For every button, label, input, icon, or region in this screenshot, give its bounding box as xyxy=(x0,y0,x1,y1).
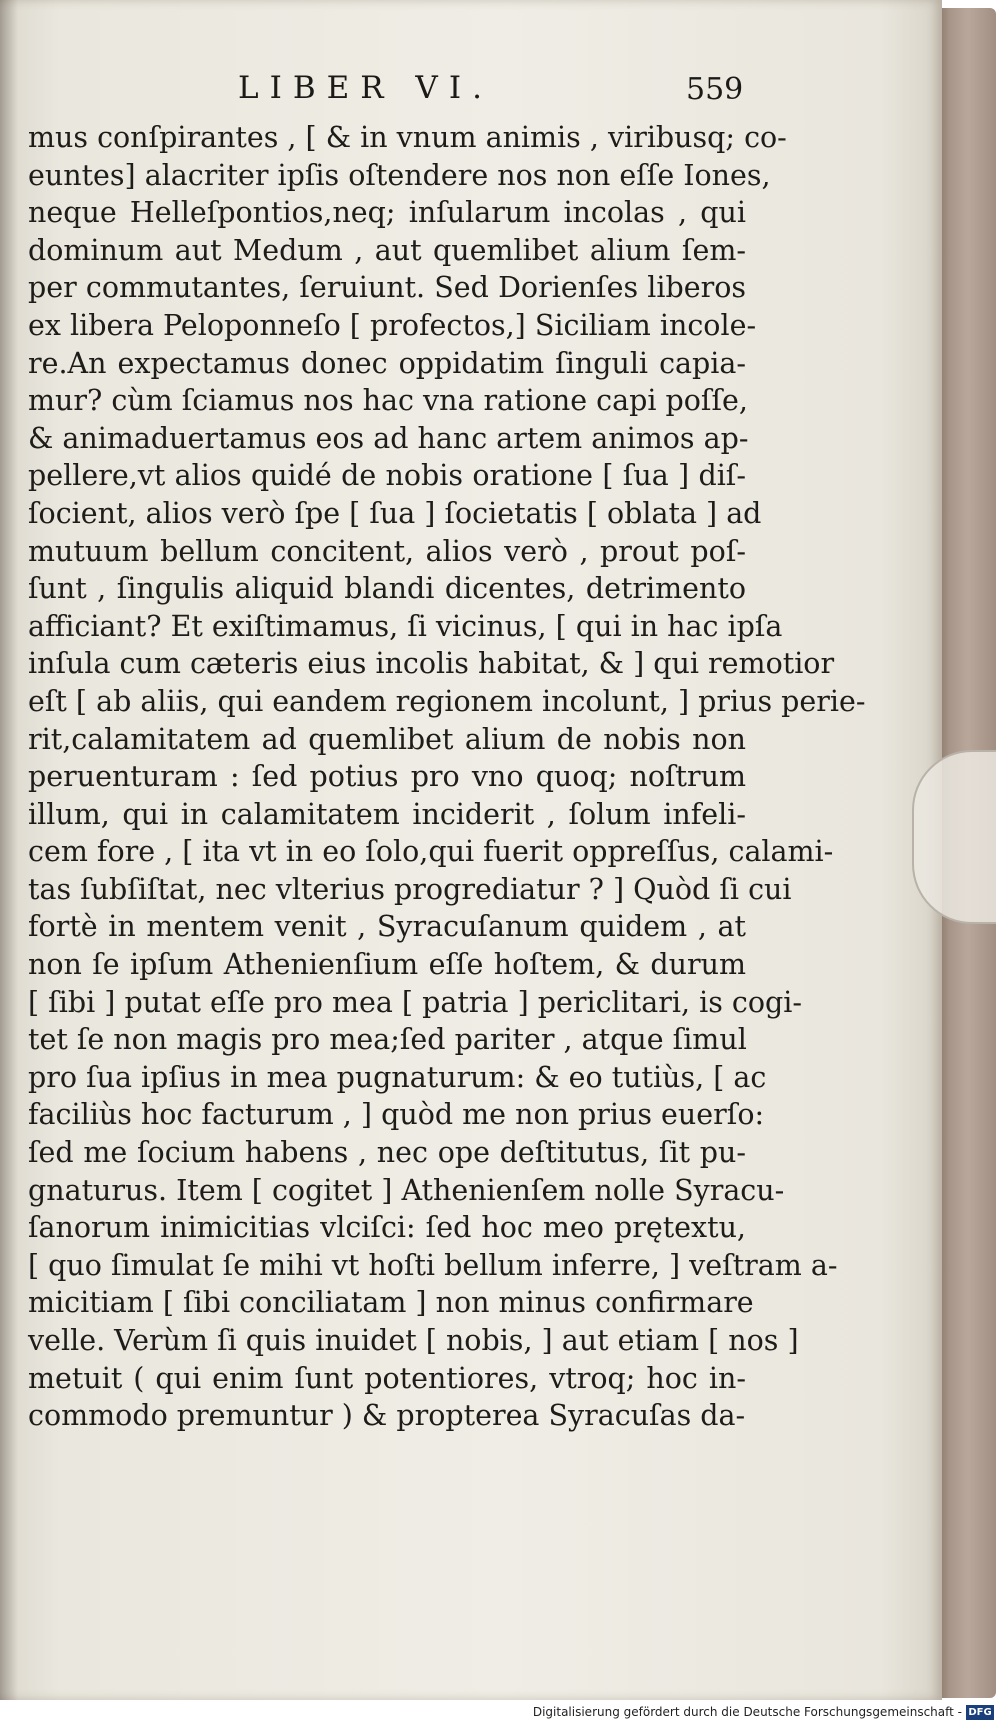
text-line: velle. Verùm ſi quis inuidet [ nobis, ] aut etiam [ nos ] xyxy=(28,1324,799,1357)
digitization-footer xyxy=(0,1702,1000,1724)
text-line: ſed me ſocium habens , nec ope deſtitutus, ſit pu- xyxy=(28,1136,746,1170)
text-line: ſunt , ſingulis aliquid blandi dicentes, detrimento xyxy=(28,572,746,606)
text-line: & animaduertamus eos ad hanc artem animos ap- xyxy=(28,421,749,455)
text-line: micitiam [ ſibi conciliatam ] non minus confirmare xyxy=(28,1286,754,1320)
text-line: tet ſe non magis pro mea;ſed pariter , atque ſimul xyxy=(28,1023,747,1057)
text-line: faciliùs hoc facturum , ] quòd me non prius euerſo: xyxy=(28,1098,765,1132)
text-line: metuit ( qui enim ſunt potentiores, vtroq; hoc in- xyxy=(28,1361,746,1395)
text-line: mur? cùm ſciamus nos hac vna ratione capi poſſe, xyxy=(28,384,748,418)
text-line: [ ſibi ] putat eſſe pro mea [ patria ] periclitari, is cogi- xyxy=(28,985,802,1019)
text-line: gnaturus. Item [ cogitet ] Athenienſem nolle Syracu- xyxy=(28,1173,785,1207)
text-line: rit,calamitatem ad quemlibet alium de nobis non xyxy=(28,722,746,756)
text-line: [ quo ſimulat ſe mihi vt hoſti bellum inferre, ] veſtram a- xyxy=(28,1248,838,1282)
text-line: neque Helleſpontios,neq; inſularum incolas , qui xyxy=(28,196,746,230)
text-line: afficiant? Et exiſtimamus, ſi vicinus, [ qui in hac ipſa xyxy=(28,609,783,643)
text-line: ſanorum inimicitias vlciſci: ſed hoc meo prętextu, xyxy=(28,1211,746,1245)
binding-shadow xyxy=(0,0,18,1700)
text-line: pellere,vt alios quidé de nobis oratione [ ſua ] diſ- xyxy=(28,459,746,493)
text-line: mutuum bellum concitent, alios verò , prout poſ- xyxy=(28,534,746,568)
text-line: dominum aut Medum , aut quemlibet alium ſem- xyxy=(28,233,746,267)
text-line: eſt [ ab aliis, qui eandem regionem incolunt, ] prius perie- xyxy=(28,684,866,718)
funding-credit: Digitalisierung gefördert durch die Deutsche Forschungsgemeinschaft - xyxy=(532,1705,962,1719)
text-line: euntes] alacriter ipſis oſtendere nos non eſſe Iones, xyxy=(28,158,771,192)
dfg-logo: DFG xyxy=(966,1705,994,1720)
text-line: non ſe ipſum Athenienſium eſſe hoſtem, & durum xyxy=(28,948,746,982)
body-text xyxy=(28,119,866,1435)
text-line: tas ſubſiſtat, nec vlterius progrediatur ? ] Quòd ſi cui xyxy=(28,872,792,906)
text-line: illum, qui in calamitatem inciderit , ſolum infeli- xyxy=(28,797,746,831)
text-line: mus conſpirantes , [ & in vnum animis , viribusq; co- xyxy=(28,121,787,154)
text-line: re.An expectamus donec oppidatim ſinguli capia- xyxy=(28,346,746,380)
page-header xyxy=(0,70,942,110)
text-line: cem fore , [ ita vt in eo ſolo,qui fuerit oppreſſus, calami- xyxy=(28,835,834,869)
text-line: peruenturam : ſed potius pro vno quoq; noſtrum xyxy=(28,760,746,794)
text-line: ſocient, alios verò ſpe [ ſua ] ſocietatis [ oblata ] ad xyxy=(28,496,762,530)
text-line: ex libera Peloponneſo [ profectos,] Siciliam incole- xyxy=(28,308,757,342)
page-number: 559 xyxy=(686,72,744,107)
text-line: commodo premuntur ) & propterea Syracuſas da- xyxy=(28,1399,746,1433)
text-line: fortè in mentem venit , Syracuſanum quidem , at xyxy=(28,910,746,944)
text-line: inſula cum cæteris eius incolis habitat, & ] qui remotior xyxy=(28,647,835,681)
running-head: LIBER VI. xyxy=(238,70,493,106)
page-clip xyxy=(912,750,996,924)
text-line: per commutantes, ſeruiunt. Sed Dorienſes liberos xyxy=(28,271,746,305)
text-line: pro ſua ipſius in mea pugnaturum: & eo tutiùs, [ ac xyxy=(28,1060,767,1094)
